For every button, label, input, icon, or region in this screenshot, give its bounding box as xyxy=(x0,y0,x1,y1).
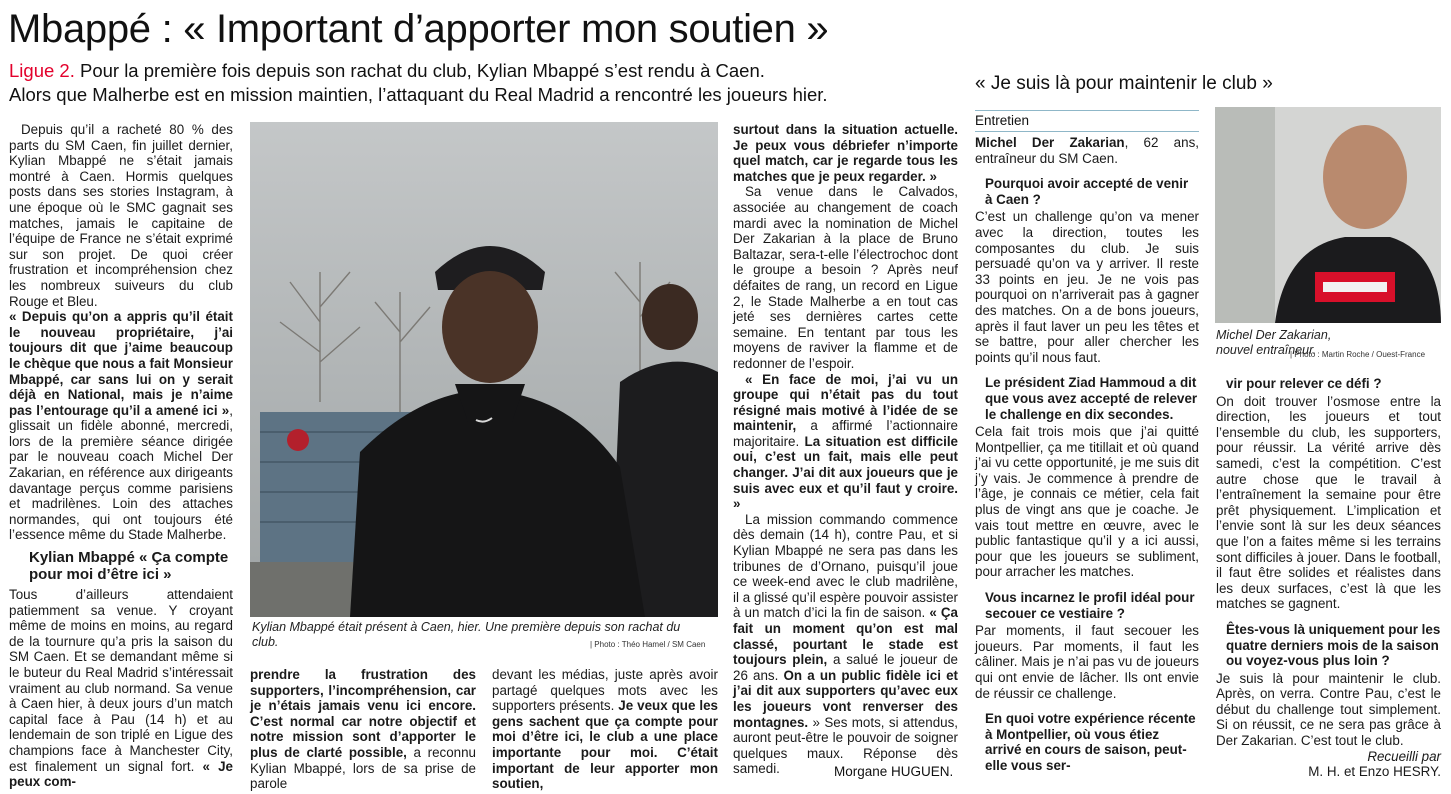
article-column-2 xyxy=(250,667,476,792)
interviewee-name: Michel Der Zakarian xyxy=(975,135,1125,150)
quote: prendre la frustration des supporters, l’incompréhension, car je n’étais jamais venu ici encore. C’est normal car notre objectif et notre mission sont d’apporter le plus de clarté possible, xyxy=(250,667,476,760)
answer: Je suis là pour maintenir le club. Après, on verra. Contre Pau, c’est le début du challenge tout simplement. Si on réussit, ce ne sera pas grâce à Der Zakarian. C’est tout le club. xyxy=(1216,670,1441,749)
interview-intro xyxy=(975,135,1199,166)
text: Tous d’ailleurs attendaient patiemment sa venue. Y croyant même de moins en moins, au regard de la tournure qu’a pris la saison du SM Caen. Et se demandant même si le buteur du Real Madrid s’intéressait vraiment au club normand. Sa venue à Caen hier, à deux jours d’un match capital face à Pau (14 h) et au lendemain de son triplé en Ligue des champions face à Manchester City, est finalement un signal fort. xyxy=(9,587,233,774)
quote: On a un public fidèle ici et j’ai dit aux supporters qu’avec eux les joueurs vont renverser des montagnes. xyxy=(733,667,958,730)
text: La mission commando commence dès demain (14 h), contre Pau, et si Kylian Mbappé ne sera pas dans les tribunes de d’Ornano, puisqu’il joue ce week-end avec le club madrilène, il a glissé qu’il espère pouvoir assister à un match d’ici la fin de saison. xyxy=(733,511,958,621)
interview-credit-2: M. H. et Enzo HESRY. xyxy=(1308,764,1441,780)
article-column-1 xyxy=(9,122,233,790)
text: a salué le joueur de 26 ans. xyxy=(733,652,958,683)
intro-line-1: Pour la première fois depuis son rachat du club, Kylian Mbappé s’est rendu à Caen. xyxy=(74,60,765,81)
quote: La situation est difficile oui, c’est un fait, mais elle peut changer. J’ai dit aux joueurs que je suis avec eux et qu’il faut y croire. » xyxy=(733,433,958,512)
question: En quoi votre expérience récente à Montpellier, où vous étiez arrivé en cours de saison, peut-elle vous ser- xyxy=(985,711,1196,773)
question: Êtes-vous là uniquement pour les quatre derniers mois de la saison ou voyez-vous plus loin ? xyxy=(1226,621,1441,669)
quote: « Ça fait un moment qu’on est mal classé, pourtant le stade est toujours plein, xyxy=(733,605,958,668)
paragraph: Depuis qu’il a racheté 80 % des parts du SM Caen, fin juillet dernier, Kylian Mbappé ne s’était jamais montré à Caen. Hormis quelques posts dans ses stories Instagram, à une époque où le SMC gagnait ses matches, jamais le capitaine de l’équipe de France ne s’était exprimé sur son projet. De quoi créer frustration et incompréhension chez les nombreux suiveurs du club Rouge et Bleu. xyxy=(9,122,233,309)
answer: Cela fait trois mois que j’ai quitté Montpellier, ça me titillait et où quand j’ai vu cette opportunité, je me suis dit j’y vais. Je commence à prendre de l’âge, je connais ce métier, cela fait plus de vingt ans que je coache. Je vais tout mettre en œuvre, avec le public fantastique qu’il y a ici aussi, pour que les joueurs se subliment, pour arracher les matches. xyxy=(975,424,1199,580)
answer: C’est un challenge qu’on va mener avec la direction, toutes les composantes du club. Je suis persuadé qu’on va y arriver. Il reste 33 points en jeu. Je ne vois pas pourquoi on n’arriverait pas à gagner des matches. On a de bons joueurs, après il faut laver un peu les têtes et se battre, pour aller chercher les points qu’il nous faut. xyxy=(975,209,1199,365)
photo-caption: Kylian Mbappé était présent à Caen, hier. Une première depuis son rachat du club. xyxy=(252,620,681,649)
paragraph xyxy=(250,667,476,792)
author-signature: Morgane HUGUEN. xyxy=(834,764,954,779)
intro-line-2: Alors que Malherbe est en mission maintien, l’attaquant du Real Madrid a rencontré les joueurs hier. xyxy=(9,84,828,105)
mbappe-photo xyxy=(250,122,718,617)
portrait-illustration xyxy=(1215,107,1441,323)
answer: Par moments, il faut secouer les joueurs. Par moments, il faut les câliner. Mais je n’ai pas vu de joueurs qui ont envie de lâcher. Ils ont envie de réussir ce challenge. xyxy=(975,623,1199,701)
question: Pourquoi avoir accepté de venir à Caen ? xyxy=(985,176,1189,207)
photo-illustration xyxy=(250,122,718,617)
article-column-4 xyxy=(733,122,958,777)
text: , glissait un fidèle abonné, mercredi, lors de la première séance dirigée par le nouveau coach Michel Der Zakarian, en référence aux dirigeants davantage perçus comme parisiens et madrilènes. Loin des attaches normandes, qui ont toujours été l’essence même du Stade Malherbe. xyxy=(9,402,233,543)
quote: surtout dans la situation actuelle. Je peux vous débriefer n’importe quel match, car je regarde tous les matches que je peux regarder. » xyxy=(733,122,958,184)
headline: Mbappé : « Important d’apporter mon soutien » xyxy=(8,7,829,51)
answer: On doit trouver l’osmose entre la direction, les joueurs et tout l’ensemble du club, les supporters, pour réussir. La vérité arrive dès samedi, c’est la compétition. C’est autre chose que le travail à l’entraînement la semaine pour être prêt physiquement. L’implication et l’envie sont là sur les deux séances que l’on a faites même si les terrains sont difficiles à jouer. Dans le football, il faut être solides et réalistes dans les deux surfaces, c’est là que les matches se gagnent. xyxy=(1216,393,1441,612)
quote: « En face de moi, j’ai vu un groupe qui n’était pas du tout résigné mais motivé à l’idée de se maintenir, xyxy=(733,371,958,434)
intro xyxy=(9,59,828,107)
text: a reconnu Kylian Mbappé, lors de sa prise de parole xyxy=(250,744,477,792)
text: , 62 ans, entraîneur du SM Caen. xyxy=(975,135,1199,166)
paragraph xyxy=(733,512,958,777)
paragraph xyxy=(733,122,958,184)
text: a affirmé l’actionnaire majoritaire. xyxy=(733,418,958,449)
quote: « Je peux com- xyxy=(9,758,233,790)
interview-column-2 xyxy=(1216,376,1441,780)
interview-title: « Je suis là pour maintenir le club » xyxy=(975,73,1273,94)
section-tag: Ligue 2. xyxy=(9,60,75,81)
quote: Je veux que les gens sachent que ça compte pour moi d’être ici, le club a une place importante pour moi. C’était important de leur apporter mon soutien, xyxy=(492,698,718,792)
article-column-3 xyxy=(492,667,718,792)
interview-label: Entretien xyxy=(975,110,1199,132)
quote: « Depuis qu’on a appris qu’il était le nouveau propriétaire, j’ai toujours dit que j’aime beaucoup le chèque que nous a fait Monsieur Mbappé, car sans lui on y serait déjà en National, mais je n’aime pas l’entourage qu’il a amené ici » xyxy=(9,309,233,418)
portrait-credit: | Photo : Martin Roche / Ouest-France xyxy=(1290,350,1426,359)
paragraph xyxy=(733,372,958,512)
question: Vous incarnez le profil idéal pour secouer ce vestiaire ? xyxy=(985,590,1195,621)
paragraph xyxy=(9,309,233,543)
question: vir pour relever ce défi ? xyxy=(1226,376,1382,391)
photo-credit: | Photo : Théo Hamel / SM Caen xyxy=(590,640,706,649)
paragraph xyxy=(9,587,233,790)
paragraph: Sa venue dans le Calvados, associée au changement de coach mardi avec la nomination de Michel Der Zakarian à la place de Bruno Baltazar, sera-t-elle l’électrochoc dont le groupe a besoin ? Après neuf défaites de rang, un record en Ligue 2, le Stade Malherbe a en tout cas jeté ses dernières cartes cette semaine. En tentant par tous les moyens de raviver la flamme et de redonner de l’espoir. xyxy=(733,184,958,371)
interview-column-1 xyxy=(975,135,1199,776)
text: devant les médias, juste après avoir partagé quelques mots avec les supporters présents. xyxy=(492,667,718,714)
text: » Ses mots, si attendus, auront peut-être le pouvoir de soigner quelques maux. Réponse dès samedi. xyxy=(733,714,958,777)
paragraph xyxy=(492,667,718,792)
portrait-caption: Michel Der Zakarian, nouvel entraîneur. xyxy=(1216,328,1332,357)
coach-portrait xyxy=(1215,107,1441,323)
question: Le président Ziad Hammoud a dit que vous avez accepté de relever le challenge en dix secondes. xyxy=(985,375,1198,422)
interview-credit-1: Recueilli par xyxy=(1367,748,1441,764)
subhead: Kylian Mbappé « Ça compte pour moi d’être ici » xyxy=(29,549,229,584)
